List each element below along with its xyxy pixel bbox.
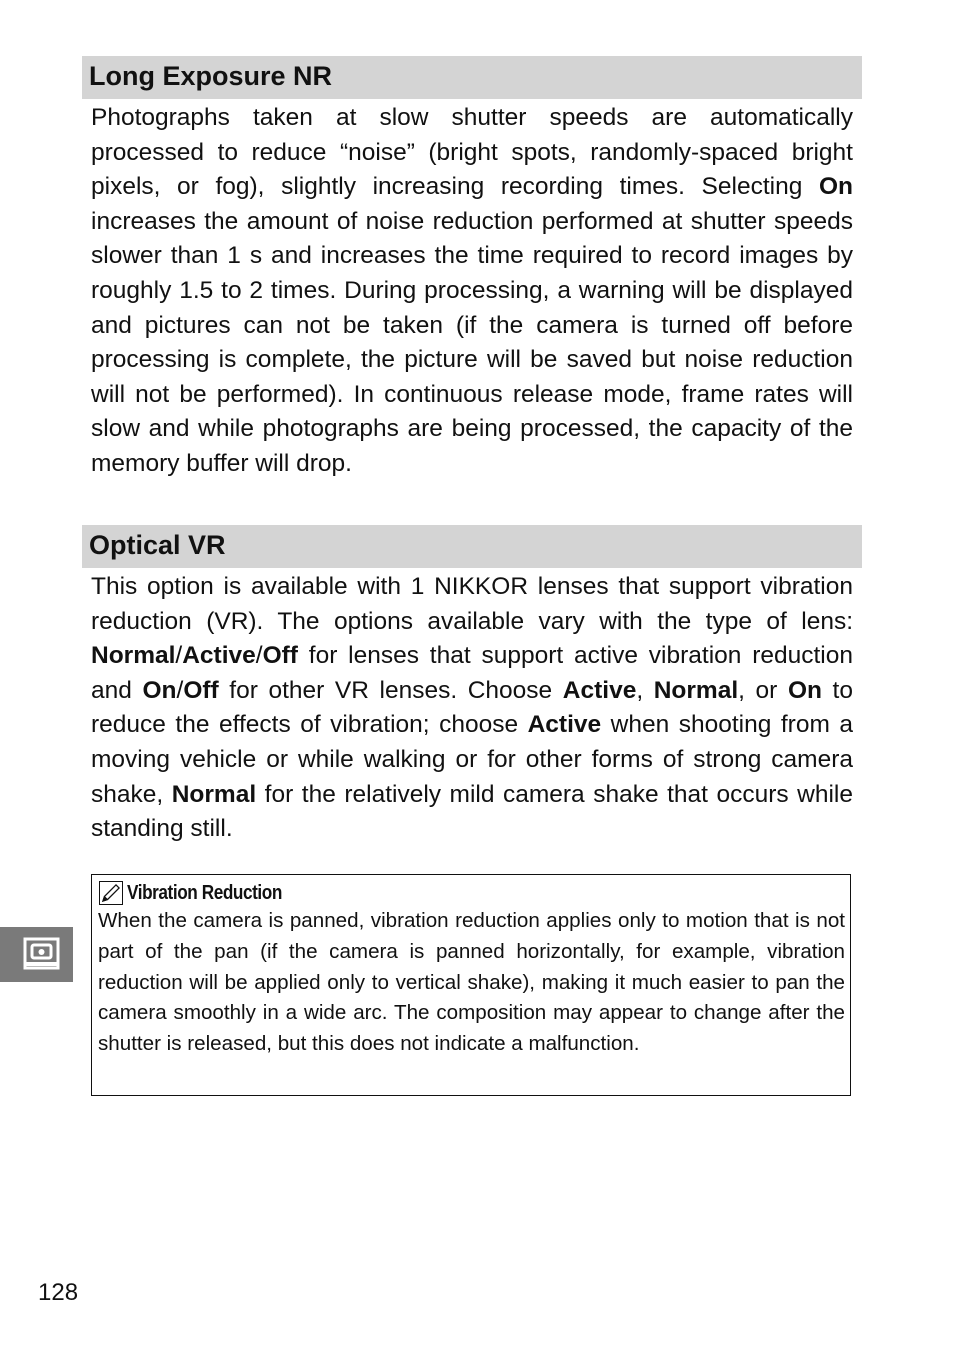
page-number: 128 bbox=[38, 1279, 79, 1306]
pencil-check-icon bbox=[99, 881, 123, 905]
section-header-optical-vr bbox=[82, 525, 862, 568]
section-header-long-exposure-nr bbox=[82, 56, 862, 99]
section-body-optical-vr bbox=[91, 570, 853, 847]
section-body-long-exposure-nr bbox=[91, 101, 853, 482]
bold-term: Normal bbox=[91, 642, 176, 670]
bold-term: On bbox=[818, 173, 853, 201]
body-text: to reduce the effects of vibration; choose bbox=[91, 676, 853, 739]
body-text: for lenses that support active vibration reduction and bbox=[91, 642, 853, 704]
bold-term: Active bbox=[562, 676, 637, 704]
body-text: when shooting from a moving vehicle or while walking or for other forms of strong camera shake, bbox=[91, 711, 853, 808]
vibration-reduction-note bbox=[91, 874, 851, 1096]
body-text: for the relatively mild camera shake that occurs while standing still. bbox=[91, 780, 853, 843]
bold-term: Off bbox=[183, 676, 219, 704]
note-text: When the camera is panned, vibration reduction applies only to motion that is not part of the pan (if the camera is panned horizontally, for example, vibration reduction will be applied only to vertical shake), making it much easier to pan the camera smoothly in a wide arc. The composition may appear to change after the shutter is released, but this does not indicate a malfunction. bbox=[98, 909, 845, 1056]
bold-term: Active bbox=[182, 642, 256, 670]
body-text: Photographs taken at slow shutter speeds are automatically processed to reduce “noise” (bright spots, randomly-spaced bright pixels, or fog), slightly increasing recording times. Selecting bbox=[91, 104, 853, 201]
bold-term: Active bbox=[527, 711, 602, 739]
body-text: , bbox=[636, 676, 654, 704]
section-title: Optical VR bbox=[89, 530, 226, 560]
body-text: / bbox=[176, 676, 184, 704]
body-text: , or bbox=[738, 676, 788, 704]
setup-menu-tab bbox=[0, 927, 73, 982]
bold-term: Off bbox=[262, 642, 298, 670]
bold-term: Normal bbox=[653, 676, 739, 704]
section-title: Long Exposure NR bbox=[89, 61, 333, 91]
body-text: / bbox=[175, 642, 183, 670]
body-text: This option is available with 1 NIKKOR lenses that support vibration reduction (VR). The options available vary with the type of lens: bbox=[91, 573, 853, 635]
note-title: Vibration Reduction bbox=[127, 881, 282, 904]
body-text: increases the amount of noise reduction performed at shutter speeds slower than 1 s and increases the time required to record images by roughly 1.5 to 2 times. During processing, a warning will be displayed and pictures can not be taken (if the camera is turned off before processing is complete, the picture will be saved but noise reduction will not be performed). In continuous release mode, frame rates will slow and while photographs are being processed, the capacity of the memory buffer will drop. bbox=[91, 207, 853, 477]
note-title-row bbox=[99, 879, 307, 907]
setup-menu-icon bbox=[23, 935, 61, 973]
bold-term: Normal bbox=[171, 780, 257, 808]
bold-term: On bbox=[142, 676, 177, 704]
body-text: for other VR lenses. Choose bbox=[218, 676, 563, 704]
bold-term: On bbox=[787, 676, 822, 704]
body-text: / bbox=[255, 642, 263, 670]
